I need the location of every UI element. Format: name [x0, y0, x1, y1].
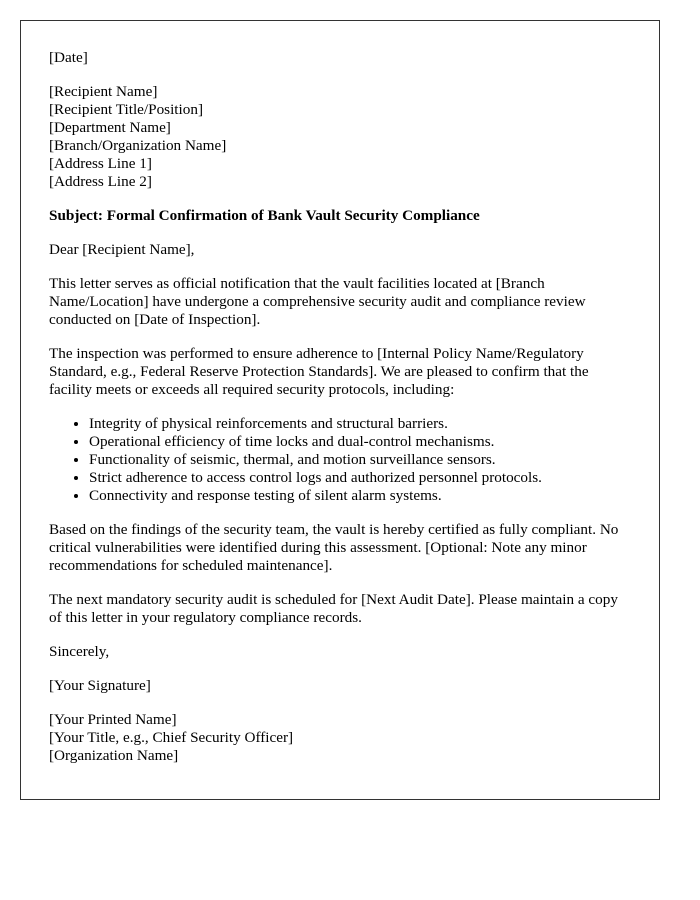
signer-printed-name: [Your Printed Name]: [49, 711, 177, 728]
body-paragraph-notification: This letter serves as official notification that the vault facilities located at [Branch Name/Location] have undergone a comprehensive security audit and compliance review conducted on [Date of Inspection].: [49, 275, 586, 328]
salutation: Dear [Recipient Name],: [49, 241, 195, 258]
list-item: • Functionality of seismic, thermal, and motion surveillance sensors.: [89, 451, 631, 469]
signer-title: [Your Title, e.g., Chief Security Officer]: [49, 729, 294, 746]
signature-placeholder: [Your Signature]: [49, 677, 151, 694]
date-line: [49, 49, 631, 67]
protocol-list: [49, 415, 631, 505]
recipient-organization: [Branch/Organization Name]: [49, 137, 227, 154]
list-item: • Operational efficiency of time locks and dual-control mechanisms.: [89, 433, 631, 451]
recipient-title: [Recipient Title/Position]: [49, 101, 203, 118]
date: [Date]: [49, 49, 88, 66]
body-paragraph-next-audit: The next mandatory security audit is scheduled for [Next Audit Date]. Please maintain a copy of this letter in your regulatory compliance records.: [49, 591, 618, 626]
recipient-address-line-2: [Address Line 2]: [49, 173, 152, 190]
recipient-address-block: [49, 83, 631, 191]
recipient-department: [Department Name]: [49, 119, 171, 136]
list-item: • Integrity of physical reinforcements and structural barriers.: [89, 415, 631, 433]
body-paragraph-certification: Based on the findings of the security team, the vault is hereby certified as fully compliant. No critical vulnerabilities were identified during this assessment. [Optional: Note any minor recommendations for scheduled maintenance].: [49, 521, 619, 574]
subject-line: Subject: Formal Confirmation of Bank Vault Security Compliance: [49, 207, 480, 224]
signer-block: [49, 711, 631, 765]
letter-page: [20, 20, 660, 800]
recipient-name: [Recipient Name]: [49, 83, 158, 100]
list-item: • Strict adherence to access control logs and authorized personnel protocols.: [89, 469, 631, 487]
recipient-address-line-1: [Address Line 1]: [49, 155, 152, 172]
sign-off: Sincerely,: [49, 643, 110, 660]
body-paragraph-inspection: The inspection was performed to ensure adherence to [Internal Policy Name/Regulatory Standard, e.g., Federal Reserve Protection Standards]. We are pleased to confirm that the facility meets or exceeds all required security protocols, including:: [49, 345, 589, 398]
signer-organization: [Organization Name]: [49, 747, 179, 764]
list-item: • Connectivity and response testing of silent alarm systems.: [89, 487, 631, 505]
